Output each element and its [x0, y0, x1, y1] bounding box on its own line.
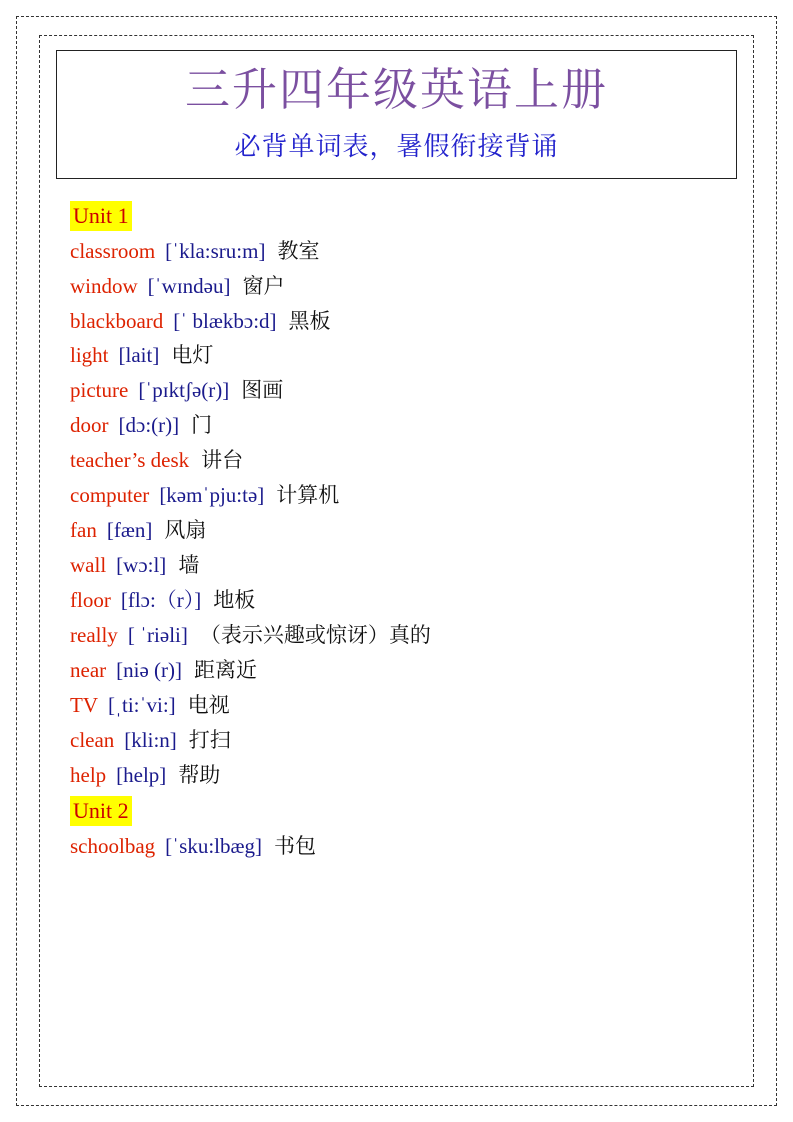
vocabulary-row — [70, 273, 753, 301]
vocabulary-row — [70, 692, 753, 720]
vocabulary-phonetic: [kli:n] — [124, 727, 177, 752]
vocabulary-phonetic: [niə (r)] — [116, 657, 183, 682]
vocabulary-translation: 书包 — [273, 833, 316, 858]
vocabulary-row — [70, 377, 753, 405]
vocabulary-translation: 距离近 — [194, 657, 258, 682]
vocabulary-phonetic: [ˌti:ˈvi:] — [108, 692, 176, 717]
vocabulary-phonetic: [ ˈriəli] — [127, 622, 188, 647]
vocabulary-phonetic: [kəmˈpju:tə] — [159, 483, 265, 508]
vocabulary-translation: 门 — [191, 413, 213, 438]
unit-heading-row — [70, 201, 753, 236]
vocabulary-word: blackboard — [70, 308, 164, 333]
vocabulary-translation: 讲台 — [201, 448, 244, 473]
vocabulary-translation: 帮助 — [178, 762, 221, 787]
vocabulary-word: light — [70, 343, 109, 368]
page-inner-border — [39, 35, 754, 1087]
vocabulary-word: classroom — [70, 238, 156, 263]
vocabulary-phonetic: [fæn] — [106, 518, 153, 543]
vocabulary-row — [70, 727, 753, 755]
vocabulary-translation: 墙 — [178, 552, 200, 577]
unit-heading-row — [70, 796, 753, 831]
vocabulary-word: teacher’s desk — [70, 448, 190, 473]
page-title: 三升四年级英语上册 — [184, 65, 608, 115]
vocabulary-word: clean — [70, 727, 115, 752]
vocabulary-word: window — [70, 273, 138, 298]
vocabulary-row — [70, 552, 753, 580]
vocabulary-row — [70, 762, 753, 790]
vocabulary-translation: 教室 — [277, 238, 320, 263]
vocabulary-translation: 计算机 — [276, 483, 340, 508]
vocabulary-word: schoolbag — [70, 833, 156, 858]
title-box — [56, 50, 737, 179]
page-outer-border — [16, 16, 777, 1106]
unit-heading: Unit 2 — [70, 796, 132, 826]
vocabulary-word: really — [70, 622, 118, 647]
vocabulary-phonetic: [lait] — [118, 343, 160, 368]
vocabulary-row — [70, 482, 753, 510]
vocabulary-translation: 窗户 — [242, 273, 285, 298]
vocabulary-row — [70, 342, 753, 370]
unit-heading: Unit 1 — [70, 201, 132, 231]
vocabulary-row — [70, 517, 753, 545]
vocabulary-word: near — [70, 657, 107, 682]
vocabulary-phonetic: [wɔ:l] — [116, 552, 167, 577]
vocabulary-translation: 黑板 — [288, 308, 331, 333]
vocabulary-phonetic: [flɔ:（r）] — [120, 587, 202, 612]
vocabulary-row — [70, 412, 753, 440]
vocabulary-word: floor — [70, 587, 111, 612]
vocabulary-phonetic: [ˈ blækbɔ:d] — [173, 308, 277, 333]
vocabulary-word: fan — [70, 518, 97, 543]
vocabulary-translation: 图画 — [241, 378, 284, 403]
word-list — [70, 201, 753, 861]
vocabulary-phonetic: [ˈkla:sru:m] — [165, 238, 266, 263]
vocabulary-phonetic: [ˈpɪktʃə(r)] — [138, 378, 230, 403]
vocabulary-phonetic: [ˈsku:lbæg] — [165, 833, 262, 858]
vocabulary-row — [70, 833, 753, 861]
vocabulary-row — [70, 447, 753, 475]
vocabulary-word: wall — [70, 552, 107, 577]
vocabulary-word: picture — [70, 378, 129, 403]
vocabulary-translation: 电视 — [187, 692, 230, 717]
vocabulary-phonetic: [help] — [116, 762, 167, 787]
vocabulary-row — [70, 238, 753, 266]
vocabulary-word: door — [70, 413, 109, 438]
vocabulary-row — [70, 308, 753, 336]
vocabulary-word: computer — [70, 483, 150, 508]
vocabulary-row — [70, 657, 753, 685]
vocabulary-word: help — [70, 762, 107, 787]
vocabulary-row — [70, 587, 753, 615]
vocabulary-phonetic: [ˈwɪndəu] — [147, 273, 231, 298]
vocabulary-word: TV — [70, 692, 98, 717]
vocabulary-translation: 风扇 — [164, 518, 207, 543]
vocabulary-row — [70, 622, 753, 650]
page-subtitle: 必背单词表，暑假衔接背诵 — [234, 132, 559, 161]
vocabulary-translation: 打扫 — [188, 727, 231, 752]
vocabulary-phonetic: [dɔ:(r)] — [118, 413, 180, 438]
vocabulary-translation: 地板 — [213, 587, 256, 612]
vocabulary-translation: 电灯 — [171, 343, 214, 368]
vocabulary-translation: （表示兴趣或惊讶）真的 — [199, 622, 431, 647]
